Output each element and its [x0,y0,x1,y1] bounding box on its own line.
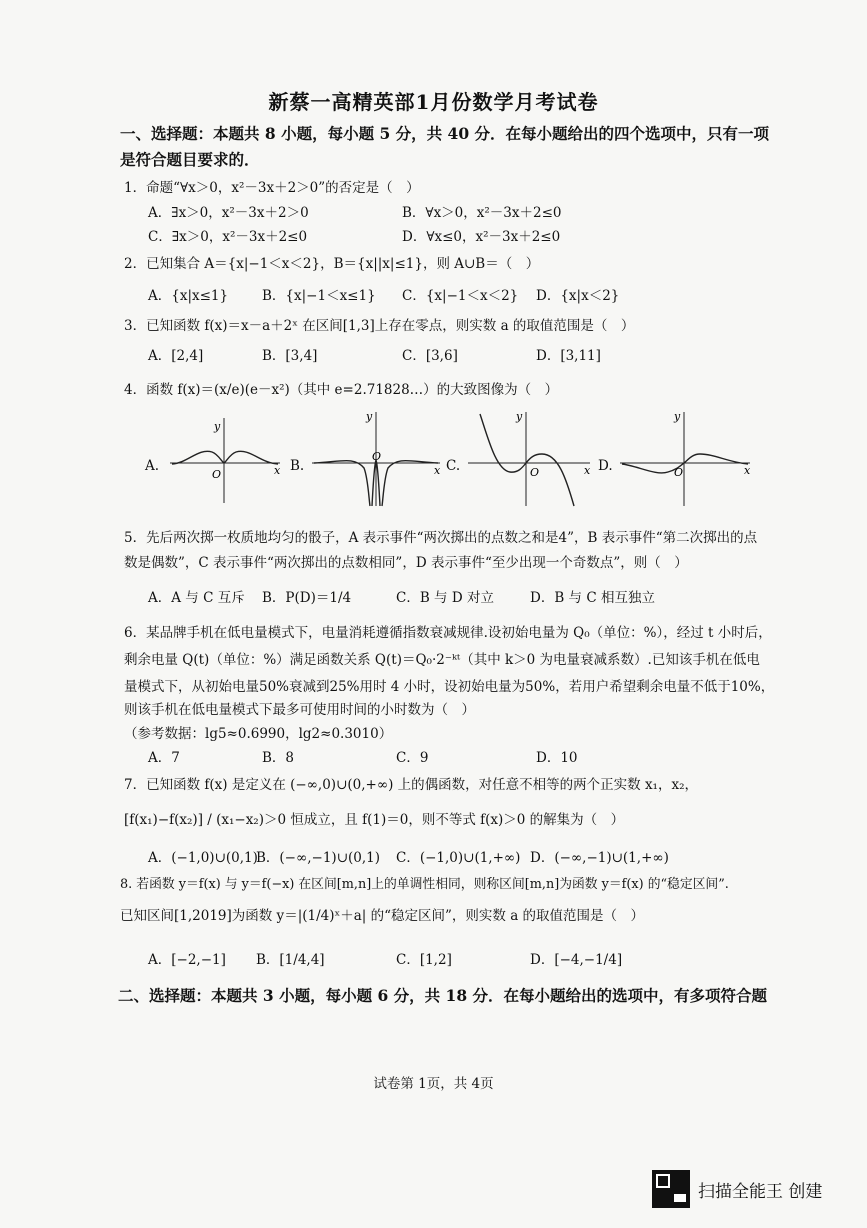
q6-reference-data: （参考数据：lg5≈0.6990，lg2≈0.3010） [124,726,393,742]
q3-stem: 3．已知函数 f(x)＝x－a＋2ˣ 在区间[1,3]上存在零点，则实数 a 的取值范围是（ ） [124,318,635,334]
q3-option-a: A．[2,4] [148,348,204,364]
q3-option-b: B．[3,4] [262,348,318,364]
qr-code-icon [652,1170,690,1208]
q4-a-axis-y: y [214,420,221,433]
q1-option-c: C．∃x＞0，x²－3x＋2≤0 [148,229,308,245]
q4-option-a-label: A. [145,458,160,474]
q7-option-c: C．(−1,0)∪(1,+∞) [396,850,521,866]
q4-b-axis-y: y [366,410,373,423]
q8-option-a: A．[−2,−1] [148,952,226,968]
q1-stem: 1．命题“∀x＞0，x²－3x＋2＞0”的否定是（ ） [124,180,420,196]
q2-option-c: C．{x|−1＜x＜2} [402,288,519,304]
q4-d-axis-y: y [674,410,681,423]
q4-c-axis-x: x [584,464,591,477]
q3-option-c: C．[3,6] [402,348,458,364]
q2-stem: 2．已知集合 A＝{x|−1＜x＜2}，B＝{x||x|≤1}，则 A∪B＝（ ） [124,256,540,272]
q4-a-axis-x: x [274,464,281,477]
q7-stem-line1: 7．已知函数 f(x) 是定义在 (−∞,0)∪(0,+∞) 上的偶函数，对任意不相等的两个正实数 x₁，x₂， [124,777,698,793]
scanner-watermark [652,1170,822,1208]
q5-option-b: B．P(D)＝1/4 [262,590,352,606]
q5-option-c: C．B 与 D 对立 [396,590,494,606]
q4-option-c-label: C. [446,458,461,474]
q5-stem-line1: 5．先后两次掷一枚质地均匀的骰子，A 表示事件“两次掷出的点数之和是4”，B 表示事件“第二次掷出的点 [124,530,758,546]
q8-stem-line2: 已知区间[1,2019]为函数 y＝|(1/4)ˣ＋a| 的“稳定区间”，则实数 a 的取值范围是（ ） [120,908,645,924]
q7-option-d: D．(−∞,−1)∪(1,+∞) [530,850,669,866]
q7-option-b: B．(−∞,−1)∪(0,1) [256,850,381,866]
q6-stem-line4: 则该手机在低电量模式下最多可使用时间的小时数为（ ） [124,702,475,718]
q7-option-a: A．(−1,0)∪(0,1) [148,850,258,866]
q1-option-b: B．∀x＞0，x²－3x＋2≤0 [402,205,562,221]
q4-c-origin: O [530,466,540,479]
q4-option-d-label: D. [598,458,613,474]
q4-stem: 4．函数 f(x)＝(x/e)(e－x²)（其中 e=2.71828…）的大致图像为（ ） [124,382,559,398]
q2-option-d: D．{x|x＜2} [536,288,620,304]
q6-option-d: D．10 [536,750,578,766]
q6-stem-line1: 6．某品牌手机在低电量模式下，电量消耗遵循指数衰减规律.设初始电量为 Q₀（单位：%），经过 t 小时后， [124,625,772,641]
q4-d-axis-x: x [744,464,751,477]
q4-c-axis-y: y [516,410,523,423]
q6-stem-line3: 量模式下，从初始电量50%衰减到25%用时 4 小时，设初始电量为50%，若用户希望剩余电量不低于10%， [124,679,775,695]
q1-option-d: D．∀x≤0，x²－3x＋2≤0 [402,229,561,245]
q4-graph-d [618,408,758,508]
q4-d-origin: O [674,466,684,479]
q4-graph-a [168,408,308,508]
q1-option-a: A．∃x＞0，x²－3x＋2＞0 [148,205,309,221]
page-title: 新蔡一高精英部1月份数学月考试卷 [268,90,599,114]
q4-graph-c [466,408,606,508]
q5-option-a: A．A 与 C 互斥 [148,590,245,606]
q4-option-b-label: B. [290,458,305,474]
section1-heading-line2: 是符合题目要求的． [120,150,260,169]
q6-option-b: B．8 [262,750,295,766]
q8-option-d: D．[−4,−1/4] [530,952,623,968]
section1-heading-line1: 一、选择题：本题共 8 小题，每小题 5 分，共 40 分．在每小题给出的四个选项中，只有一项 [120,124,770,143]
section2-heading: 二、选择题：本题共 3 小题，每小题 6 分，共 18 分．在每小题给出的选项中，有多项符合题 [118,986,768,1005]
q4-a-origin: O [212,468,222,481]
q4-b-axis-x: x [434,464,441,477]
q5-stem-line2: 数是偶数”，C 表示事件“两次掷出的点数相同”，D 表示事件“至少出现一个奇数点”，则（ ） [124,555,688,571]
page-footer: 试卷第 1页，共 4页 [373,1076,494,1092]
q2-option-b: B．{x|−1＜x≤1} [262,288,376,304]
q8-stem-line1: 8. 若函数 y＝f(x) 与 y＝f(−x) 在区间[m,n]上的单调性相同，则称区间[m,n]为函数 y＝f(x) 的“稳定区间”. [120,877,729,892]
q8-option-c: C．[1,2] [396,952,452,968]
q6-option-c: C．9 [396,750,429,766]
q4-b-origin: O [372,450,382,463]
q7-stem-line2: [f(x₁)−f(x₂)] / (x₁−x₂)＞0 恒成立，且 f(1)＝0，则不等式 f(x)＞0 的解集为（ ） [124,812,625,828]
q8-option-b: B．[1/4,4] [256,952,325,968]
scanner-text: 扫描全能王 创建 [698,1181,823,1202]
q6-option-a: A．7 [148,750,180,766]
q4-graph-b [310,408,450,508]
q2-option-a: A．{x|x≤1} [148,288,229,304]
q5-option-d: D．B 与 C 相互独立 [530,590,655,606]
q6-stem-line2: 剩余电量 Q(t)（单位：%）满足函数关系 Q(t)＝Q₀·2⁻ᵏᵗ（其中 k＞0 为电量衰减系数）.已知该手机在低电 [124,652,760,668]
q3-option-d: D．[3,11] [536,348,601,364]
